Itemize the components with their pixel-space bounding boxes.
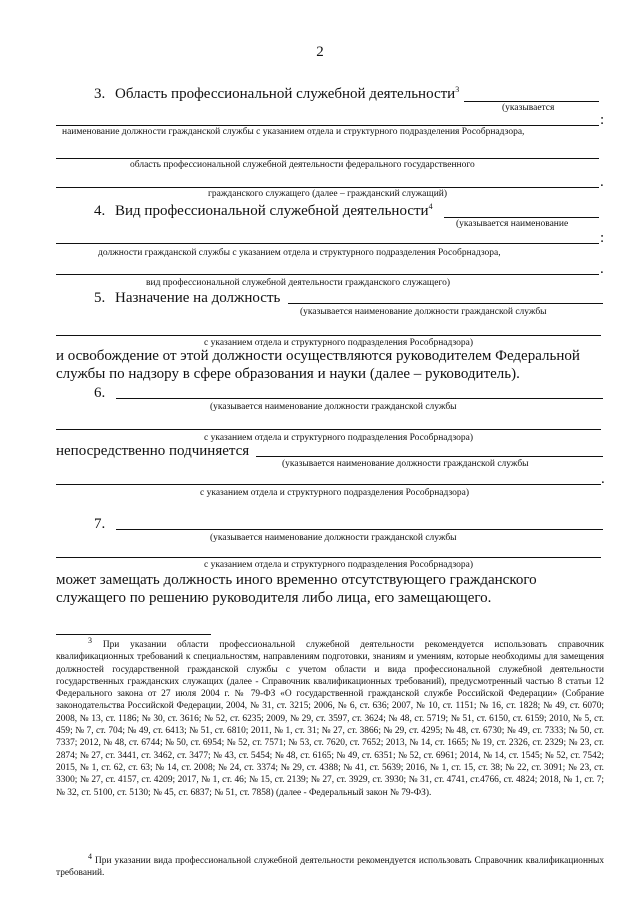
section-4-underline-1 (444, 217, 599, 218)
footnote-3-mark: 3 (88, 635, 92, 645)
footnote-4 (56, 851, 605, 880)
section-4-number: 4. (94, 203, 106, 219)
page-number: 2 (316, 44, 324, 60)
section-4-hint-2: должности гражданской службы с указанием отдела и структурного подразделения Рособрнадзора, (98, 248, 501, 258)
section-3-dot: . (600, 174, 604, 190)
section-5-underline-1 (288, 303, 603, 304)
section-5-text-2: службы по надзору в сфере образования и науки (далее – руководитель). (56, 366, 520, 382)
footnote-ref-4: 4 (428, 202, 433, 211)
section-6-underline-3 (256, 456, 603, 457)
footnote-separator (56, 634, 211, 635)
section-6-underline-2 (56, 429, 601, 430)
section-6-text: непосредственно подчиняется (56, 443, 250, 459)
section-3-hint-1: (указывается (502, 103, 555, 113)
section-3-hint-3: область профессиональной служебной деятельности федерального государственного (130, 160, 475, 170)
section-3-underline-1 (464, 101, 599, 102)
section-5-hint-2: с указанием отдела и структурного подразделения Рособрнадзора) (204, 338, 474, 348)
section-5-title: Назначение на должность (115, 290, 281, 306)
section-3-underline-2 (56, 125, 599, 126)
section-3-colon: : (600, 112, 605, 128)
section-7-underline-2 (56, 557, 601, 558)
section-6-dot: . (601, 471, 605, 487)
section-7-hint-1: (указывается наименование должности гражданской службы (210, 533, 457, 543)
section-6-hint-1: (указывается наименование должности гражданской службы (210, 402, 457, 412)
section-3-number: 3. (94, 86, 106, 102)
section-3-title-text: Область профессиональной служебной деятельности (115, 86, 456, 102)
section-4-title-text: Вид профессиональной служебной деятельности (115, 203, 429, 219)
section-7-number: 7. (94, 516, 106, 532)
footnote-3 (56, 635, 604, 799)
section-4-underline-3 (56, 274, 599, 275)
section-5-hint-1: (указывается наименование должности гражданской службы (300, 307, 547, 317)
section-7-underline-1 (116, 529, 603, 530)
section-5-text-1: и освобождение от этой должности осуществляются руководителем Федеральной (56, 348, 580, 364)
section-4-underline-2 (56, 243, 599, 244)
section-3-hint-4: гражданского служащего (далее – гражданский служащий) (208, 189, 448, 199)
footnote-3-text: При указании области профессиональной служебной деятельности рекомендуется использовать справочник квалификационных требований к специальностям, направлениям подготовки, знаниям и умениям, которые необходимы для замещения должностей государственной гражданской службы с учетом области и вида профессиональной служебной деятельности государственных гражданских служащих (далее - Справочник квалификационных требований), предусмотренный частью 8 статьи 12 Федерального закона от 27 июля 2004 г. № 79-ФЗ «О государственной гражданской службе Российской Федерации» (Собрание законодательства Российской Федерации, 2004, № 31, ст. 3215; 2006, № 6, ст. 636; 2007, № 10, ст. 1151; № 16, ст. 1828; № 49, ст. 6070; 2008, № 13, ст. 1186; № 30, ст. 3616; № 52, ст. 6235; 2009, № 29, ст. 3597, ст. 3624; № 48, ст. 5719; № 51, ст. 6150, ст. 6159; 2010, № 5, ст. 459; № 7, ст. 704; № 49, ст. 6413; № 51, ст. 6810; 2011, № 1, ст. 31; № 27, ст. 3866; № 29, ст. 4295; № 48, ст. 6730; № 49, ст. 7333; № 50, ст. 7337; 2012, № 48, ст. 6744; № 50, ст. 6954; № 52, ст. 7571; № 53, ст. 7620, ст. 7652; 2013, № 14, ст. 1665; № 19, ст. 2326, ст. 2329; № 23, ст. 2874; № 27, ст. 3441, ст. 3462, ст. 3477; № 43, ст. 5454; № 48, ст. 6165; № 49, ст. 6351; № 52, ст. 6961; 2014, № 14, ст. 1545; № 52, ст. 7542; 2015, № 1, ст. 62, ст. 63; № 14, ст. 2008; № 24, ст. 3374; № 29, ст. 4388; № 41, ст. 5639; 2016, № 1, ст. 15, ст. 38; № 22, ст. 3091; № 23, ст. 3300; № 27, ст. 4157, ст. 4209; 2017, № 1, ст. 46; № 15, ст. 2139; № 27, ст. 3929, ст. 3930; № 31, ст. 4741, ст.4766, ст. 4824; 2018, № 1, ст. 7; № 32, ст. 5100, ст. 5130; № 45, ст. 6837; № 51, ст. 7858) (далее - Федеральный закон № 79-ФЗ). (56, 640, 604, 798)
section-3-title (115, 86, 459, 103)
section-3-underline-4 (56, 187, 599, 188)
footnote-ref-3: 3 (455, 85, 460, 94)
section-4-colon: : (600, 230, 605, 246)
section-6-hint-3: (указывается наименование должности гражданской службы (282, 459, 529, 469)
section-4-hint-3: вид профессиональной служебной деятельности гражданского служащего) (146, 278, 451, 288)
section-6-underline-4 (56, 484, 601, 485)
section-6-number: 6. (94, 385, 106, 401)
section-4-hint-1: (указывается наименование (456, 219, 569, 229)
section-4-dot: . (600, 261, 604, 277)
section-5-underline-2 (56, 335, 601, 336)
footnote-4-text: При указании вида профессиональной служебной деятельности рекомендуется использовать Справочник квалификационных требований. (56, 856, 605, 879)
section-7-text-1: может замещать должность иного временно отсутствующего гражданского (56, 572, 537, 588)
section-6-hint-4: с указанием отдела и структурного подразделения Рособрнадзора) (200, 488, 470, 498)
section-3-hint-2: наименование должности гражданской службы с указанием отдела и структурного подразделения Рособрнадзора, (62, 127, 525, 137)
section-5-number: 5. (94, 290, 106, 306)
footnote-4-mark: 4 (88, 851, 92, 861)
section-6-hint-2: с указанием отдела и структурного подразделения Рособрнадзора) (204, 433, 474, 443)
section-3-underline-3 (56, 158, 599, 159)
section-4-title (115, 203, 433, 220)
section-7-hint-2: с указанием отдела и структурного подразделения Рособрнадзора) (204, 560, 474, 570)
section-6-underline-1 (116, 398, 603, 399)
section-7-text-2: служащего по решению руководителя либо лица, его замещающего. (56, 590, 492, 606)
